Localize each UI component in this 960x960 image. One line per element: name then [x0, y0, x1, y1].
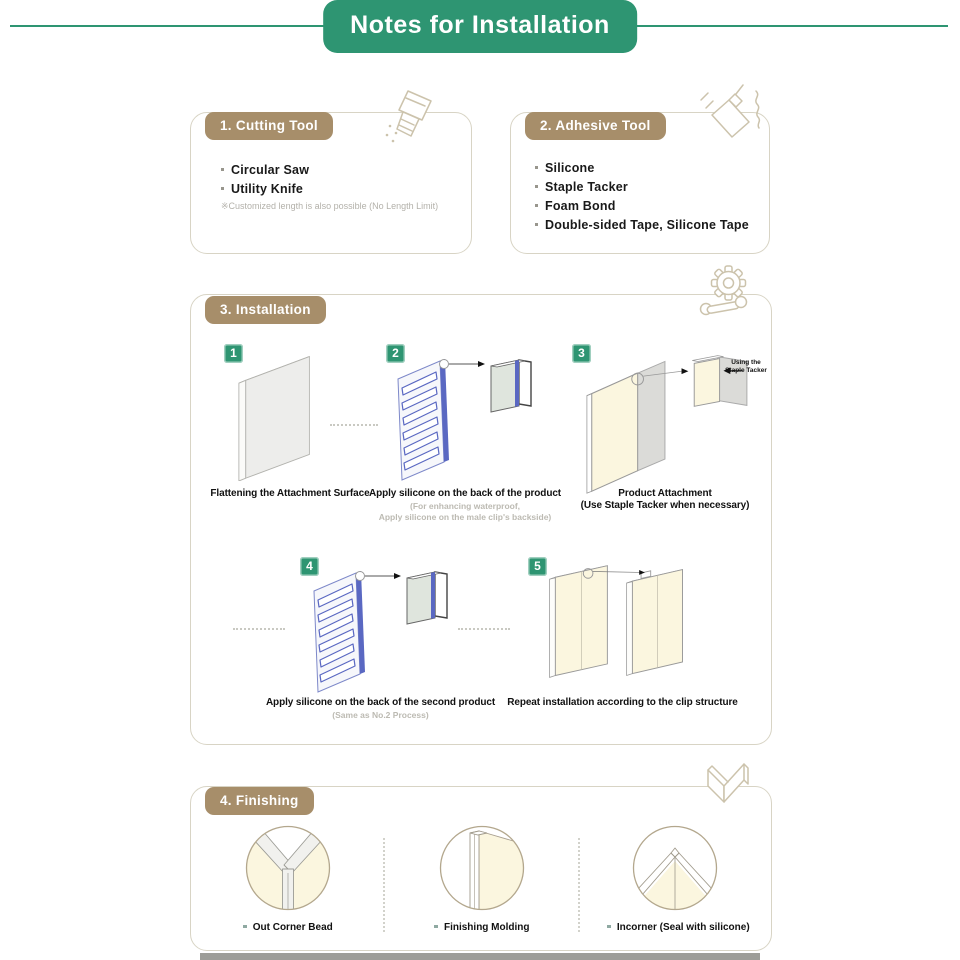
step-caption: Apply silicone on the back of the product (For enhancing waterproof, Apply silicone on the male clip's backside) [368, 488, 562, 522]
incorner-diagram [630, 823, 720, 913]
step-number: 1 [224, 344, 243, 363]
utility-knife-icon [372, 88, 436, 152]
repeat-installation-diagram [545, 558, 715, 688]
step-number: 3 [572, 344, 591, 363]
step-caption: Flattening the Attachment Surface [210, 488, 370, 499]
bullet-icon [434, 925, 438, 929]
finishing-molding-diagram [437, 823, 527, 913]
gear-wrench-icon [694, 262, 754, 322]
bullet-icon [535, 166, 538, 169]
bullet-icon [535, 204, 538, 207]
finishing-caption: Finishing Molding [402, 922, 562, 933]
dotted-divider [383, 838, 385, 932]
staple-tacker-callout: Using the Staple Tacker [725, 359, 767, 374]
dotted-separator [233, 628, 285, 630]
list-item: Circular Saw [221, 163, 438, 177]
bullet-icon [221, 187, 224, 190]
out-corner-bead-diagram [243, 823, 333, 913]
bullet-icon [221, 168, 224, 171]
step-caption: Repeat installation according to the clip structure [507, 697, 738, 708]
finishing-badge: 4. Finishing [205, 787, 314, 815]
dotted-separator [458, 628, 510, 630]
list-item: Staple Tacker [535, 180, 749, 194]
bullet-icon [607, 925, 611, 929]
finishing-caption: Out Corner Bead [208, 922, 368, 933]
page-title: Notes for Installation [323, 0, 637, 53]
bullet-icon [535, 223, 538, 226]
bullet-icon [243, 925, 247, 929]
cutting-tool-badge: 1. Cutting Tool [205, 112, 333, 140]
silicone-application-diagram [308, 566, 453, 698]
list-item: Double-sided Tape, Silicone Tape [535, 218, 749, 232]
step-caption: Apply silicone on the back of the second product (Same as No.2 Process) [265, 697, 496, 720]
bullet-icon [535, 185, 538, 188]
installation-badge: 3. Installation [205, 296, 326, 324]
adhesive-tool-badge: 2. Adhesive Tool [525, 112, 666, 140]
caulk-gun-icon [698, 84, 766, 148]
cutting-note: ※Customized length is also possible (No Length Limit) [221, 201, 439, 211]
list-item: Foam Bond [535, 199, 749, 213]
dotted-separator [330, 424, 378, 426]
dotted-divider [578, 838, 580, 932]
list-item: Silicone [535, 161, 749, 175]
step-number: 4 [300, 557, 319, 576]
flat-panel-diagram [232, 348, 318, 481]
step-caption: Product Attachment (Use Staple Tacker when necessary) [580, 488, 750, 511]
corner-bead-icon [700, 758, 754, 812]
list-item: Utility Knife [221, 182, 438, 196]
silicone-application-diagram [392, 354, 537, 486]
finishing-caption: Incorner (Seal with silicone) [586, 922, 771, 933]
bottom-bar [200, 953, 760, 960]
step-number: 2 [386, 344, 405, 363]
step-number: 5 [528, 557, 547, 576]
